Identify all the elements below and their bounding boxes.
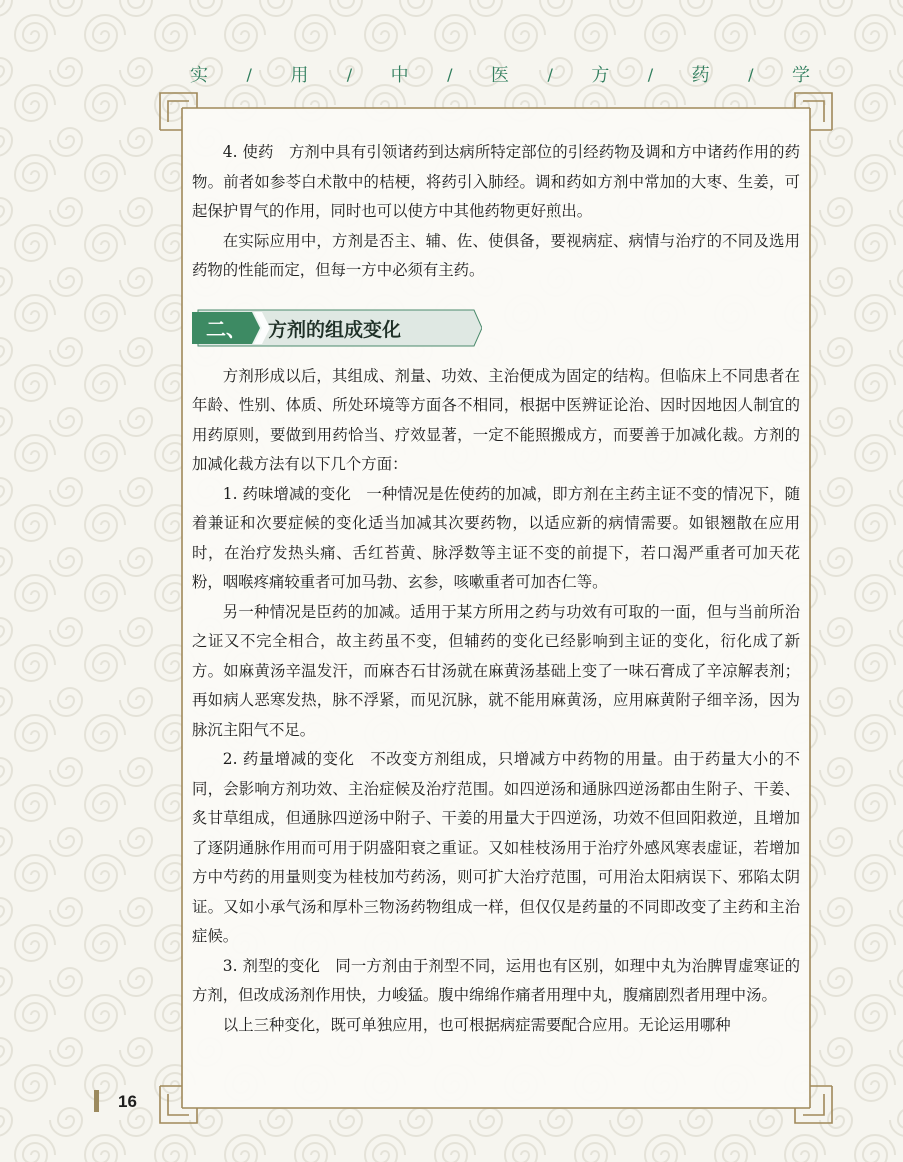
paragraph: 另一种情况是臣药的加减。适用于某方所用之药与功效有可取的一面，但与当前所治之证又不完全相合，故主药虽不变，但辅药的变化已经影响到主证的变化，衍化成了新方。如麻黄汤辛温发汗，而麻杏石甘汤就在麻黄汤基础上变了一味石膏成了辛凉解表剂；再如病人恶寒发热，脉不浮紧，而见沉脉，就不能用麻黄汤，应用麻黄附子细辛汤，因为脉沉主阳气不足。 xyxy=(192,602,800,739)
paragraph: 方剂形成以后，其组成、剂量、功效、主治便成为固定的结构。但临床上不同患者在年龄、性别、体质、所处环境等方面各不相同，根据中医辨证论治、因时因地因人制宜的用药原则，要做到用药恰当、疗效显著，一定不能照搬成方，而要善于加减化裁。方剂的加减化裁方法有以下几个方面： xyxy=(192,366,800,473)
section-number: 二、 xyxy=(206,316,246,341)
header-separator: / xyxy=(547,64,553,84)
paragraph: 1. 药味增减的变化 一种情况是佐使药的加减，即方剂在主药主证不变的情况下，随着兼证和次要症候的变化适当加减其次要药物，以适应新的病情需要。如银翘散在应用时，在治疗发热头痛、舌红苔黄、脉浮数等主证不变的前提下，若口渴严重者可加天花粉，咽喉疼痛较重者可加马勃、玄参，咳嗽重者可加杏仁等。 xyxy=(192,484,800,591)
paragraph: 2. 药量增减的变化 不改变方剂组成，只增减方中药物的用量。由于药量大小的不同，会影响方剂功效、主治症候及治疗范围。如四逆汤和通脉四逆汤都由生附子、干姜、炙甘草组成，但通脉四逆汤中附子、干姜的用量大于四逆汤，功效不但回阳救逆，且增加了逐阴通脉作用而可用于阴盛阳衰之重证。又如桂枝汤用于治疗外感风寒表虚证，若增加方中芍药的用量则变为桂枝加芍药汤，则可扩大治疗范围，可用治太阳病误下、邪陷太阴证。又如小承气汤和厚朴三物汤药物组成一样，但仅仅是药量的不同即改变了主药和主治症候。 xyxy=(192,750,800,945)
header-char: 医 xyxy=(490,65,509,86)
page-number-bar xyxy=(94,1090,99,1112)
paragraph: 4. 使药 方剂中具有引领诸药到达病所特定部位的引经药物及调和方中诸药作用的药物。前者如参苓白术散中的桔梗，将药引入肺经。调和药如方剂中常加的大枣、生姜，可起保护胃气的作用，同时也可以使方中其他药物更好煎出。 xyxy=(192,143,800,220)
header-char: 实 xyxy=(190,65,208,86)
header-separator: / xyxy=(447,64,453,84)
section-heading xyxy=(192,308,800,348)
header-char: 药 xyxy=(691,65,710,86)
paragraph: 在实际应用中，方剂是否主、辅、佐、使俱备，要视病症、病情与治疗的不同及选用药物的性能而定，但每一方中必须有主药。 xyxy=(192,231,800,279)
header-separator: / xyxy=(246,64,252,84)
header-char: 方 xyxy=(591,65,610,86)
header-separator: / xyxy=(748,64,754,84)
main-content xyxy=(192,138,800,1040)
section-title: 方剂的组成变化 xyxy=(268,318,402,341)
paragraph: 以上三种变化，既可单独应用，也可根据病症需要配合应用。无论运用哪种 xyxy=(222,1015,731,1034)
header-char: 用 xyxy=(290,65,309,86)
header-char: 学 xyxy=(791,65,810,86)
page-number: 16 xyxy=(118,1092,137,1111)
paragraph: 3. 剂型的变化 同一方剂由于剂型不同，运用也有区别，如理中丸为治脾胃虚寒证的方剂，但改成汤剂作用快，力峻猛。腹中绵绵作痛者用理中丸，腹痛剧烈者用理中汤。 xyxy=(192,956,800,1004)
header-separator: / xyxy=(647,64,654,84)
header-char: 中 xyxy=(390,65,409,86)
header-separator: / xyxy=(346,64,353,84)
